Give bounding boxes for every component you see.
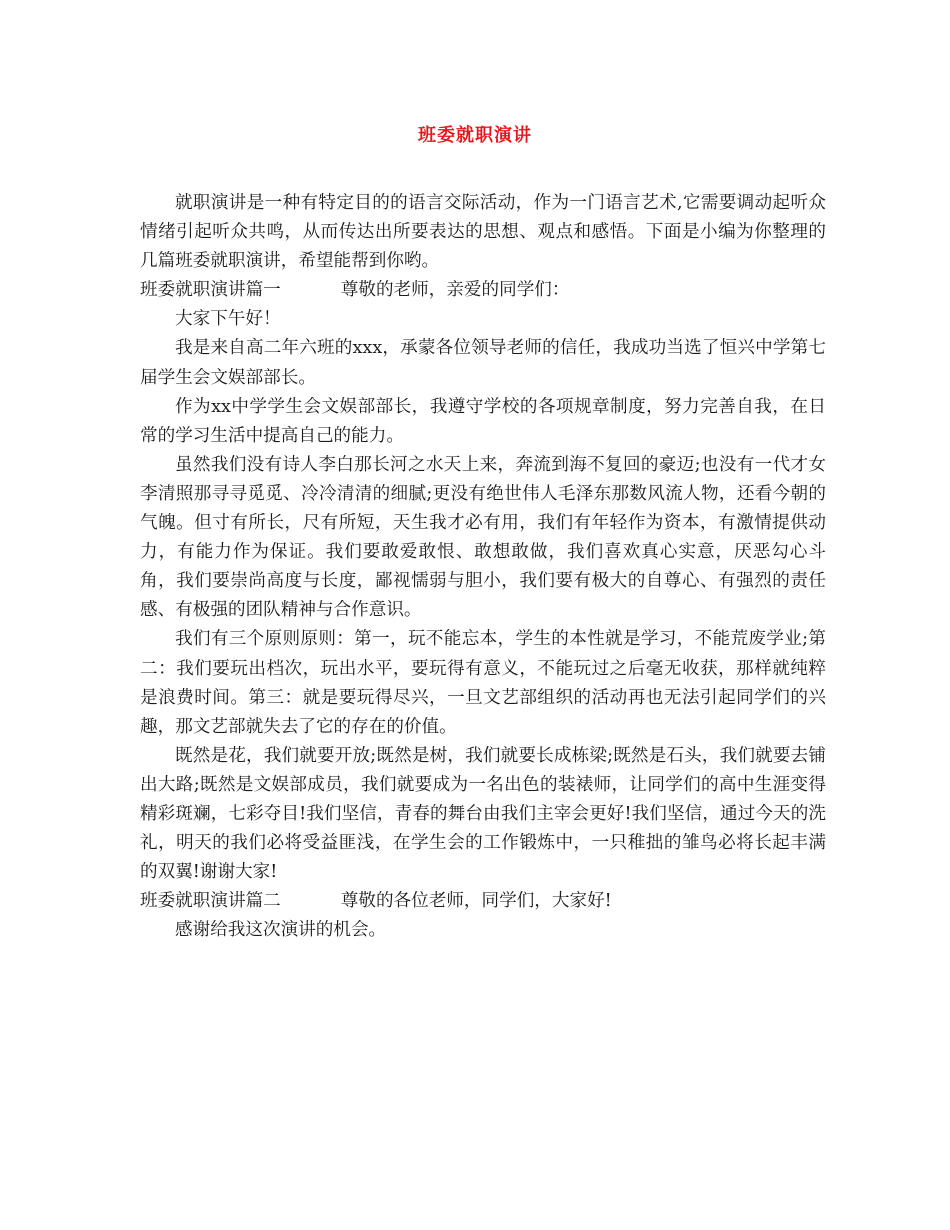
section-2-salutation: 尊敬的各位老师，同学们，大家好! bbox=[340, 891, 612, 912]
section-1-heading: 班委就职演讲篇一 bbox=[140, 280, 281, 301]
body-paragraph: 感谢给我这次演讲的机会。 bbox=[175, 920, 387, 941]
document-body bbox=[140, 189, 826, 945]
section-2-header bbox=[140, 887, 826, 916]
body-paragraph: 既然是花，我们就要开放;既然是树，我们就要长成栋梁;既然是石头，我们就要去铺出大路;既然是文娱部成员，我们就要成为一名出色的装裱师，让同学们的高中生涯变得精彩斑斓，七彩夺目!我们坚信，青春的舞台由我们主宰会更好!我们坚信，通过今天的洗礼，明天的我们必将受益匪浅，在学生会的工作锻炼中，一只稚拙的雏鸟必将长起丰满的双翼!谢谢大家! bbox=[140, 745, 826, 883]
body-paragraph: 我是来自高二年六班的xxx，承蒙各位领导老师的信任，我成功当选了恒兴中学第七届学生会文娱部部长。 bbox=[140, 338, 826, 388]
body-paragraph: 作为xx中学学生会文娱部部长，我遵守学校的各项规章制度，努力完善自我，在日常的学习生活中提高自己的能力。 bbox=[140, 396, 826, 446]
section-1-header bbox=[140, 276, 826, 305]
document-title: 班委就职演讲 bbox=[418, 125, 532, 146]
intro-paragraph: 就职演讲是一种有特定目的的语言交际活动，作为一门语言艺术,它需要调动起听众情绪引起听众共鸣，从而传达出所要表达的思想、观点和感悟。下面是小编为你整理的几篇班委就职演讲，希望能帮到你哟。 bbox=[140, 193, 826, 272]
section-1-salutation: 尊敬的老师，亲爱的同学们： bbox=[340, 280, 570, 301]
body-paragraph: 我们有三个原则原则：第一，玩不能忘本，学生的本性就是学习，不能荒废学业;第二：我们要玩出档次，玩出水平，要玩得有意义，不能玩过之后毫无收获，那样就纯粹是浪费时间。第三：就是要玩得尽兴，一旦文艺部组织的活动再也无法引起同学们的兴趣，那文艺部就失去了它的存在的价值。 bbox=[140, 629, 826, 737]
body-paragraph: 大家下午好！ bbox=[175, 309, 281, 330]
section-2-heading: 班委就职演讲篇二 bbox=[140, 891, 281, 912]
body-paragraph: 虽然我们没有诗人李白那长河之水天上来，奔流到海不复回的豪迈;也没有一代才女李清照那寻寻觅觅、冷冷清清的细腻;更没有绝世伟人毛泽东那数风流人物，还看今朝的气魄。但寸有所长，尺有所短，天生我才必有用，我们有年轻作为资本，有激情提供动力，有能力作为保证。我们要敢爱敢恨、敢想敢做，我们喜欢真心实意，厌恶勾心斗角，我们要崇尚高度与长度，鄙视懦弱与胆小，我们要有极大的自尊心、有强烈的责任感、有极强的团队精神与合作意识。 bbox=[140, 454, 826, 621]
